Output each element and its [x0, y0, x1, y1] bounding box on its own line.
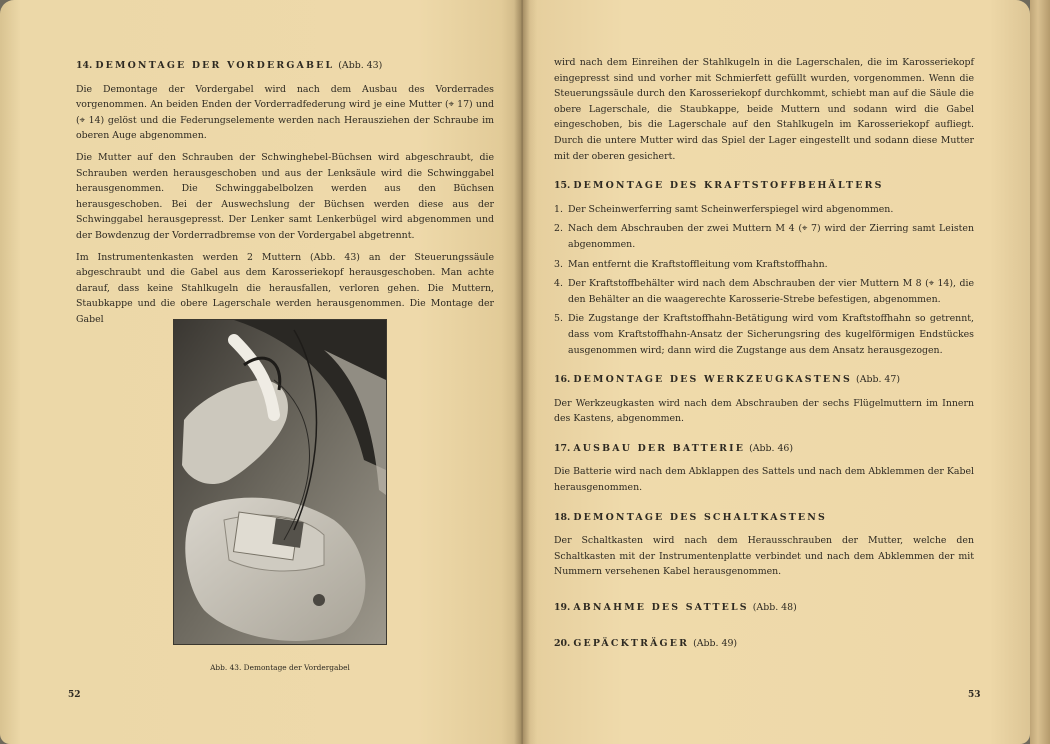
list-text: Man entfernt die Kraftstoffleitung vom Kraftstoffhahn.: [568, 258, 828, 270]
section-title: DEMONTAGE DES SCHALTKASTENS: [573, 511, 828, 523]
section-figure-ref: (Abb. 49): [693, 637, 738, 649]
list-item: [554, 202, 974, 218]
page-edges: [1030, 0, 1050, 744]
section-figure-ref: (Abb. 43): [338, 60, 383, 71]
list-number: 5.: [554, 313, 563, 325]
paragraph: Im Instrumentenkasten werden 2 Muttern (Abb. 43) an der Steuerungssäule abgeschraubt und die Gabel aus dem Karosseriekopf herausgeschoben. Man achte darauf, dass keine Stahlkugeln die herausfallen, verloren gehen. Die Muttern, Staubkappe und die obere Lagerschale werden herausgenommen. Die Montage der Gabel: [76, 251, 494, 325]
right-text-column: [554, 55, 974, 659]
paragraph: wird nach dem Einreihen der Stahlkugeln in die Lagerschalen, die im Karosseriekopf eingepresst sind und vorher mit Schmierfett gefüllt wurden, vorgenommen. Wenn die Steuerungssäule durch den Karosseriekopf durchkommt, schiebt man auf die Säule die obere Lagerschale, die Staubkappe, beide Muttern und sodann wird die Gabel eingeschoben, bis die Lagerschale auf den Stahlkugeln im Karosseriekopf aufliegt. Durch die untere Mutter wird das Spiel der Lager eingestellt und sodann diese Mutter mit der oberen gesichert.: [554, 57, 974, 162]
section-17-heading: [554, 441, 974, 457]
section-number: 20.: [554, 637, 571, 649]
section-title: DEMONTAGE DES KRAFTSTOFFBEHÄLTERS: [573, 180, 884, 192]
section-15-list: [554, 202, 974, 358]
book-gutter: [514, 0, 530, 744]
list-item: [554, 276, 974, 307]
section-15-heading: [554, 178, 974, 194]
section-number: 17.: [554, 442, 571, 454]
section-20-heading: [554, 636, 974, 652]
list-text: Der Scheinwerferring samt Scheinwerferspiegel wird abgenommen.: [568, 203, 894, 215]
paragraph: Die Mutter auf den Schrauben der Schwinghebel-Büchsen wird abgeschraubt, die Schrauben werden herausgeschoben und aus der Lenksäule wird die Schwinggabel herausgenommen. Die Schwinggabelbolzen werden aus den Büchsen herausgeschoben. Bei der Auswechslung der Büchsen werden diese aus der Schwinggabel herausgepresst. Der Lenker samt Lenkerbügel wird abgenommen und der Bowdenzug der Vorderradbremse von der Vordergabel abgetrennt.: [76, 151, 494, 241]
list-item: [554, 257, 974, 273]
section-16-heading: [554, 372, 974, 388]
list-number: 2.: [554, 223, 563, 235]
section-title: ABNAHME DES SATTELS: [573, 602, 749, 614]
section-number: 18.: [554, 511, 571, 523]
list-text: Nach dem Abschrauben der zwei Muttern M 4 (⌖ 7) wird der Zierring samt Leisten abgenommen.: [568, 223, 974, 250]
section-title: DEMONTAGE DES WERKZEUGKASTENS: [573, 374, 853, 386]
section-number: 14.: [76, 60, 93, 71]
page-number-right: 53: [968, 690, 981, 700]
list-number: 1.: [554, 203, 563, 215]
section-title: GEPÄCKTRÄGER: [573, 637, 690, 649]
paragraph: Die Demontage der Vordergabel wird nach dem Ausbau des Vorderrades vorgenommen. An beiden Enden der Vorderradfederung wird je eine Mutter (⌖ 17) und (⌖ 14) gelöst und die Federungselemente werden nach Herausziehen der Schraube im oberen Auge abgenommen.: [76, 83, 494, 142]
section-figure-ref: (Abb. 48): [752, 602, 797, 614]
section-title: AUSBAU DER BATTERIE: [573, 442, 746, 454]
list-number: 4.: [554, 278, 563, 290]
left-text-column: [76, 58, 494, 334]
list-text: Der Kraftstoffbehälter wird nach dem Abschrauben der vier Muttern M 8 (⌖ 14), die den Behälter an die waagerechte Karosserie-Strebe befestigen, abgenommen.: [568, 278, 974, 305]
paragraph: Der Schaltkasten wird nach dem Herausschrauben der Mutter, welche den Schaltkasten mit der Instrumentenplatte verbindet und nach dem Abklemmen der mit Nummern versehenen Kabel herausgenommen.: [554, 535, 974, 578]
section-19-heading: [554, 600, 974, 616]
list-text: Die Zugstange der Kraftstoffhahn-Betätigung wird vom Kraftstoffhahn so getrennt, dass vom Kraftstoffhahn-Ansatz der Sicherungsring des kugelförmigen Endstückes ausgenommen wird; dann wird die Zugstange aus dem Ansatz herausgezogen.: [568, 313, 974, 356]
page-number-left: 52: [68, 690, 81, 700]
section-18-heading: [554, 510, 974, 526]
list-item: [554, 221, 974, 252]
section-14-heading: [76, 58, 494, 74]
section-figure-ref: (Abb. 47): [856, 374, 901, 386]
section-figure-ref: (Abb. 46): [749, 442, 794, 454]
section-number: 16.: [554, 374, 571, 386]
list-item: [554, 311, 974, 358]
paragraph: Die Batterie wird nach dem Abklappen des Sattels und nach dem Abklemmen der Kabel herausgenommen.: [554, 466, 974, 494]
figure-43-photo: [173, 319, 387, 645]
paragraph: Der Werkzeugkasten wird nach dem Abschrauben der sechs Flügelmuttern im Innern des Kastens, abgenommen.: [554, 397, 974, 425]
list-number: 3.: [554, 258, 563, 270]
section-title: DEMONTAGE DER VORDERGABEL: [95, 60, 335, 71]
section-number: 19.: [554, 602, 571, 614]
section-number: 15.: [554, 180, 571, 192]
photo-illustration: [174, 320, 386, 644]
figure-caption: Abb. 43. Demontage der Vordergabel: [210, 663, 350, 672]
